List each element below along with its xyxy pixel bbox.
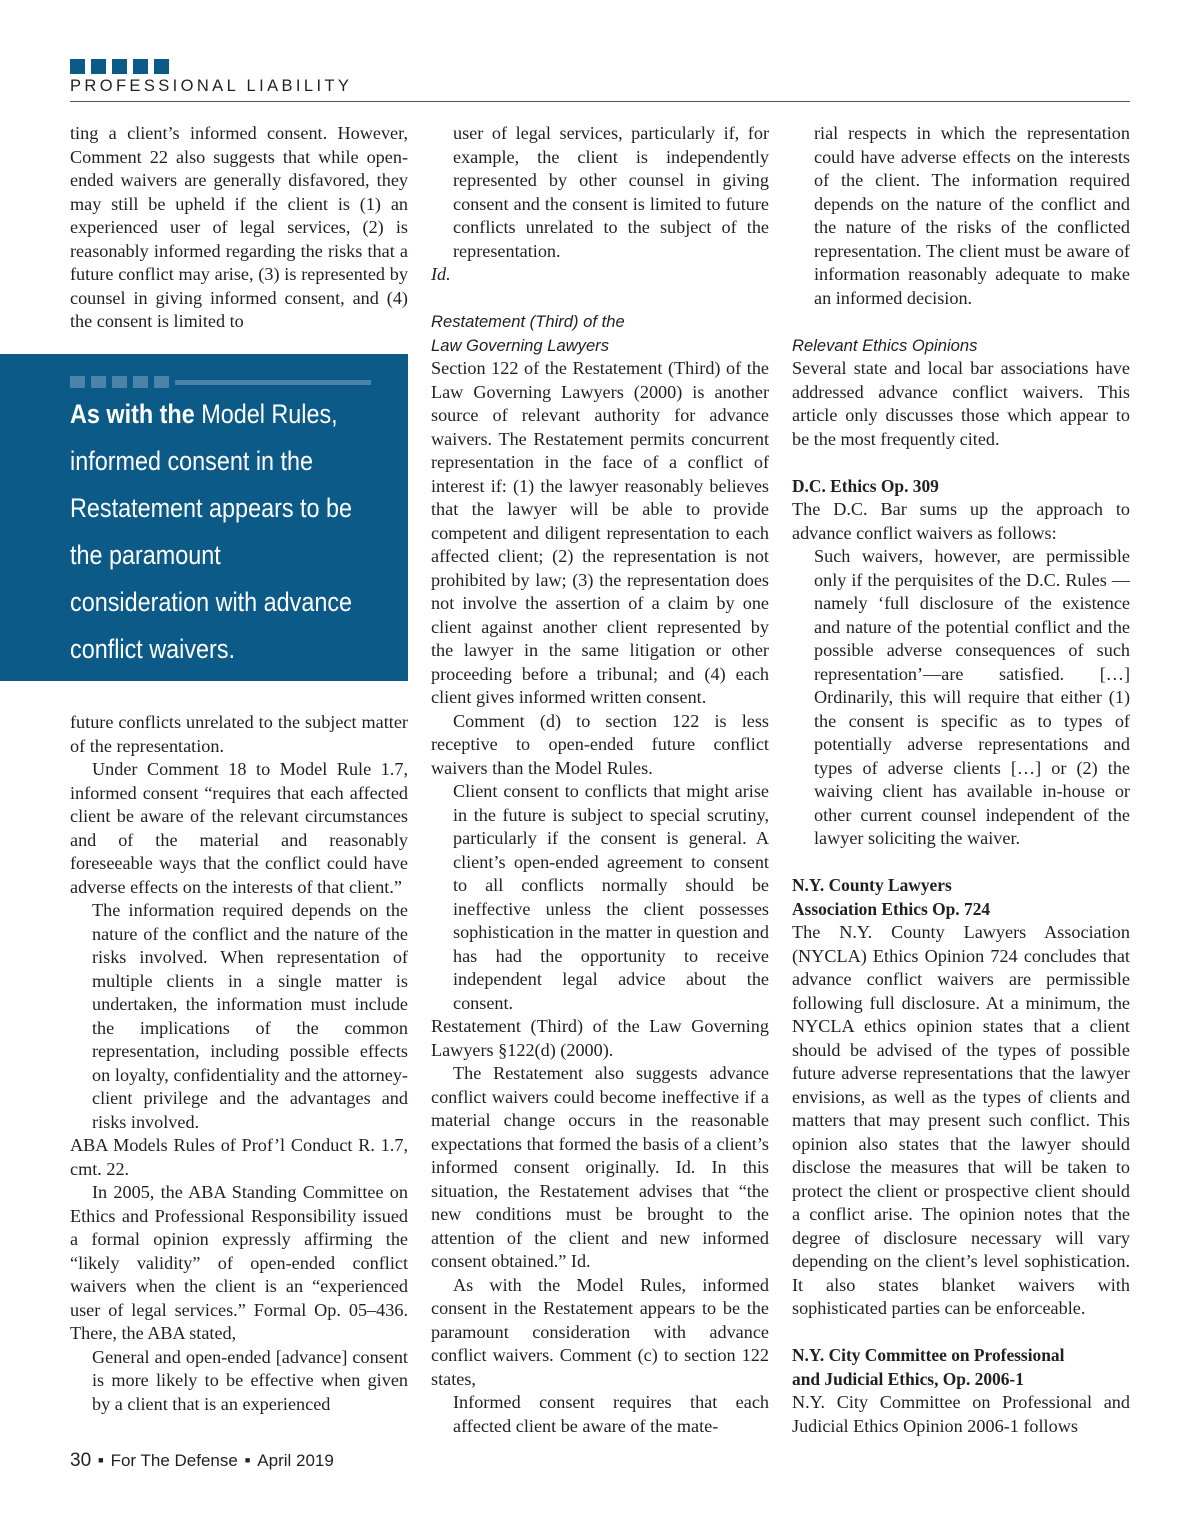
pull-quote (0, 354, 408, 681)
pull-quote-squares (70, 376, 371, 388)
separator-icon: ■ (244, 1455, 251, 1465)
block-quote: General and open-ended [advance] consent is more likely to be effective when given by a client that is an experienced (92, 1346, 408, 1414)
citation: Restatement (Third) of the Law Governing Lawyers §122(d) (2000). (431, 1016, 769, 1060)
issue-date: April 2019 (257, 1451, 334, 1470)
paragraph: The N.Y. County Lawyers Association (NYCLA) Ethics Opinion 724 concludes that advance conflict waivers are permissible following full disclosure. At a minimum, the NYCLA ethics opinion states that a client should be advised of the types of possible future adverse representations that the lawyer envisions, as well as the types of clients and matters that may present such conflict. This opinion also states that the lawyer should disclose the measures that will be taken to protect the client or prospective client should a conflict arise. The opinion notes that the degree of disclosure necessary will vary depending on the client’s level sophistication. It also states blanket waivers with sophisticated parties can be enforceable. (792, 922, 1130, 1318)
pull-quote-lead: As with the (70, 398, 195, 429)
block-quote: rial respects in which the representation could have adverse effects on the interests of the client. The information required depends on the nature of the conflict and the nature of the risks of the conflicted representation. The client must be aware of information reasonably adequate to make an informed decision. (814, 123, 1130, 308)
block-quote: Client consent to conflicts that might arise in the future is subject to special scrutiny, particularly if the consent is general. A client’s open-ended agreement to consent to all conflicts normally should be ineffective unless the client possesses sophistication in the matter in question and has had the opportunity to receive independent legal advice about the consent. (453, 781, 769, 1013)
block-quote: Such waivers, however, are permissible only if the perquisites of the D.C. Rules —namely ‘full disclosure of the existence and nature of the potential conflict and the possible adverse consequences of such representation’—are satisfied. […] Ordinarily, this will require that either (1) the consent is specific as to types of potentially adverse representations and types of adverse clients […] or (2) the waiving client has available in-house or other current counsel independent of the lawyer soliciting the waiver. (814, 546, 1130, 848)
paragraph: Comment (d) to section 122 is less receptive to open-ended future conflict waivers than the Model Rules. (431, 710, 769, 778)
block-quote: Informed consent requires that each affected client be aware of the mate- (453, 1392, 769, 1436)
paragraph: As with the Model Rules, informed consent in the Restatement appears to be the paramount consideration with advance conflict waivers. Comment (c) to section 122 states, (431, 1274, 769, 1389)
paragraph: N.Y. City Committee on Professional and Judicial Ethics Opinion 2006-1 follows (792, 1392, 1130, 1436)
column-3 (792, 122, 1130, 1438)
paragraph: Several state and local bar associations have addressed advance conflict waivers. This article only discusses those which appear to be the most frequently cited. (792, 358, 1130, 449)
subheading: Relevant Ethics Opinions (792, 335, 978, 355)
column-1-top (70, 122, 408, 334)
subheading: Law Governing Lawyers (431, 335, 610, 355)
separator-icon: ■ (98, 1455, 104, 1465)
paragraph: ting a client’s informed consent. However, Comment 22 also suggests that while open-ended waivers are generally disfavored, they may still be upheld if the client is (1) an experienced user of legal services, (2) is reasonably informed regarding the risks that a future conflict may arise, (3) is represented by counsel in giving informed consent, and (4) the consent is limited to (70, 123, 408, 331)
opinion-heading: Association Ethics Op. 724 (792, 898, 991, 919)
page-footer (70, 1450, 334, 1472)
column-1-bottom (70, 711, 408, 1416)
pull-quote-text (70, 390, 354, 672)
paragraph: future conflicts unrelated to the subject matter of the representation. (70, 712, 408, 756)
pull-quote-body: Model Rules, informed consent in the Restatement appears to be the paramount consideration with advance conflict waivers. (70, 398, 353, 664)
header-rule (70, 101, 1130, 102)
paragraph: The D.C. Bar sums up the approach to advance conflict waivers as follows: (792, 499, 1130, 543)
block-quote: user of legal services, particularly if, for example, the client is independently represented by other counsel in giving consent and the consent is limited to future conflicts unrelated to the subject of the representation. (453, 123, 769, 261)
opinion-heading: N.Y. County Lawyers (792, 875, 952, 895)
opinion-heading: and Judicial Ethics, Op. 2006-1 (792, 1368, 1024, 1389)
paragraph: The Restatement also suggests advance conflict waivers could become ineffective if a material change occurs in the reasonable expectations that formed the basis of a client’s informed consent originally. Id. In this situation, the Restatement advises that “the new conditions must be brought to the attention of the client and new informed consent obtained.” Id. (431, 1063, 769, 1271)
opinion-heading: N.Y. City Committee on Professional (792, 1345, 1065, 1365)
publication-name: For The Defense (110, 1451, 238, 1470)
citation: ABA Models Rules of Prof’l Conduct R. 1.7, cmt. 22. (70, 1135, 408, 1179)
section-label: PROFESSIONAL LIABILITY (70, 77, 353, 95)
column-2 (431, 122, 769, 1438)
header-squares (70, 59, 169, 74)
opinion-heading: D.C. Ethics Op. 309 (792, 475, 939, 496)
paragraph: Under Comment 18 to Model Rule 1.7, informed consent “requires that each affected client be aware of the relevant circumstances and of the material and reasonably foreseeable ways that the conflict could have adverse effects on the interests of that client.” (70, 759, 408, 897)
subheading: Restatement (Third) of the (431, 312, 625, 331)
citation: Id. (431, 264, 451, 284)
block-quote: The information required depends on the nature of the conflict and the nature of the risks involved. When representation of multiple clients in a single matter is undertaken, the information must include the implications of the common representation, including possible effects on loyalty, confidentiality and the attorney-client privilege and the advantages and risks involved. (92, 900, 408, 1132)
paragraph: Section 122 of the Restatement (Third) of the Law Governing Lawyers (2000) is another source of relevant authority for advance waivers. The Restatement permits concurrent representation in the face of a conflict of interest if: (1) the lawyer reasonably believes that the lawyer will be able to provide competent and diligent representation to each affected client; (2) the representation is not prohibited by law; (3) the representation does not involve the assertion of a claim by one client against another client represented by the lawyer in the same litigation or other proceeding before a tribunal; and (4) each client gives informed written consent. (431, 358, 769, 707)
page-number: 30 (70, 1450, 92, 1471)
paragraph: In 2005, the ABA Standing Committee on Ethics and Professional Responsibility issued a formal opinion expressly affirming the “likely validity” of open-ended conflict waivers when the client is an “experienced user of legal services.” Formal Op. 05–436. There, the ABA stated, (70, 1182, 408, 1343)
